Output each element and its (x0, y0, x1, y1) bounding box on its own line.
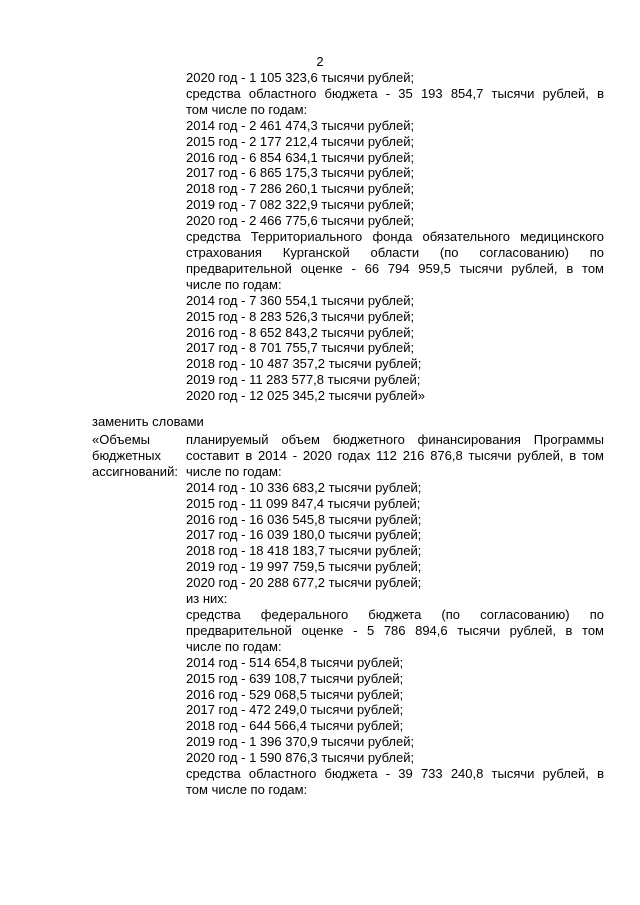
tfoms-year-line: 2014 год - 7 360 554,1 тысячи рублей; (186, 292, 415, 308)
tfoms-year-line: 2018 год - 10 487 357,2 тысячи рублей; (186, 356, 422, 372)
regional-intro-line: том числе по годам: (186, 101, 308, 117)
total-year-line: 2017 год - 16 039 180,0 тысячи рублей; (186, 527, 422, 543)
fed-year-line: 2016 год - 529 068,5 тысячи рублей; (186, 686, 404, 702)
label-line: бюджетных (92, 447, 161, 463)
old-funding-block (186, 70, 604, 404)
fed-year-line: 2014 год - 514 654,8 тысячи рублей; (186, 654, 404, 670)
total-year-line: 2019 год - 19 997 759,5 тысячи рублей; (186, 559, 422, 575)
tfoms-intro-line: предварительной оценке - 66 794 959,5 тысячи рублей, в том (186, 260, 604, 276)
label-line: «Объемы (92, 432, 150, 447)
total-year-line: 2016 год - 16 036 545,8 тысячи рублей; (186, 511, 422, 527)
tfoms-intro-line: страхования Курганской области (по согласованию) по (186, 244, 604, 260)
fed-intro-line: предварительной оценке - 5 786 894,6 тысячи рублей, в том (186, 622, 604, 638)
total-intro-line: составит в 2014 - 2020 годах 112 216 876,8 тысячи рублей, в том (186, 447, 604, 463)
tfoms-intro-line: средства Территориального фонда обязательного медицинского (186, 229, 604, 245)
of-them-line: из них: (186, 591, 228, 607)
tfoms-year-line: 2017 год - 8 701 755,7 тысячи рублей; (186, 340, 415, 356)
total-year-line: 2018 год - 18 418 183,7 тысячи рублей; (186, 543, 422, 559)
regional-year-line: 2014 год - 2 461 474,3 тысячи рублей; (186, 117, 415, 133)
fed-intro-line: средства федерального бюджета (по согласованию) по (186, 606, 604, 622)
regional-year-line: 2015 год - 2 177 212,4 тысячи рублей; (186, 133, 415, 149)
fed-intro-line: числе по годам: (186, 638, 282, 654)
regional-year-line: 2020 год - 2 466 775,6 тысячи рублей; (186, 213, 415, 229)
fed-year-line: 2017 год - 472 249,0 тысячи рублей; (186, 702, 404, 718)
regional-year-line: 2017 год - 6 865 175,3 тысячи рублей; (186, 165, 415, 181)
tfoms-year-line: 2016 год - 8 652 843,2 тысячи рублей; (186, 324, 415, 340)
tfoms-year-line: 2019 год - 11 283 577,8 тысячи рублей; (186, 372, 421, 388)
page-number: 2 (316, 54, 324, 69)
fed-year-line: 2020 год - 1 590 876,3 тысячи рублей; (186, 750, 415, 766)
tfoms-year-line: 2015 год - 8 283 526,3 тысячи рублей; (186, 308, 415, 324)
regional-year-line: 2016 год - 6 854 634,1 тысячи рублей; (186, 149, 415, 165)
total-intro-line: планируемый объем бюджетного финансирования Программы (186, 432, 604, 447)
total-intro-line: числе по годам: (186, 463, 282, 479)
section-label (92, 432, 184, 480)
regional-intro-line: средства областного бюджета - 35 193 854,7 тысячи рублей, в (186, 85, 604, 101)
total-year-line: 2015 год - 11 099 847,4 тысячи рублей; (186, 495, 421, 511)
total-year-line: 2020 год - 20 288 677,2 тысячи рублей; (186, 575, 422, 591)
regional-year-line: 2018 год - 7 286 260,1 тысячи рублей; (186, 181, 415, 197)
fed-year-line: 2018 год - 644 566,4 тысячи рублей; (186, 718, 404, 734)
total-year-line: 2014 год - 10 336 683,2 тысячи рублей; (186, 479, 422, 495)
tfoms-intro-line: числе по годам: (186, 276, 282, 292)
new-funding-block (186, 432, 604, 798)
label-line: ассигнований: (92, 463, 178, 479)
fed-year-line: 2015 год - 639 108,7 тысячи рублей; (186, 670, 404, 686)
regional-intro-line: средства областного бюджета - 39 733 240,8 тысячи рублей, в (186, 766, 604, 782)
fed-year-line: 2019 год - 1 396 370,9 тысячи рублей; (186, 734, 415, 750)
fed-2020-line: 2020 год - 1 105 323,6 тысячи рублей; (186, 70, 415, 85)
regional-intro-line: том числе по годам: (186, 781, 308, 797)
replace-words-line: заменить словами (92, 414, 204, 429)
regional-year-line: 2019 год - 7 082 322,9 тысячи рублей; (186, 197, 415, 213)
tfoms-year-line: 2020 год - 12 025 345,2 тысячи рублей» (186, 388, 425, 404)
